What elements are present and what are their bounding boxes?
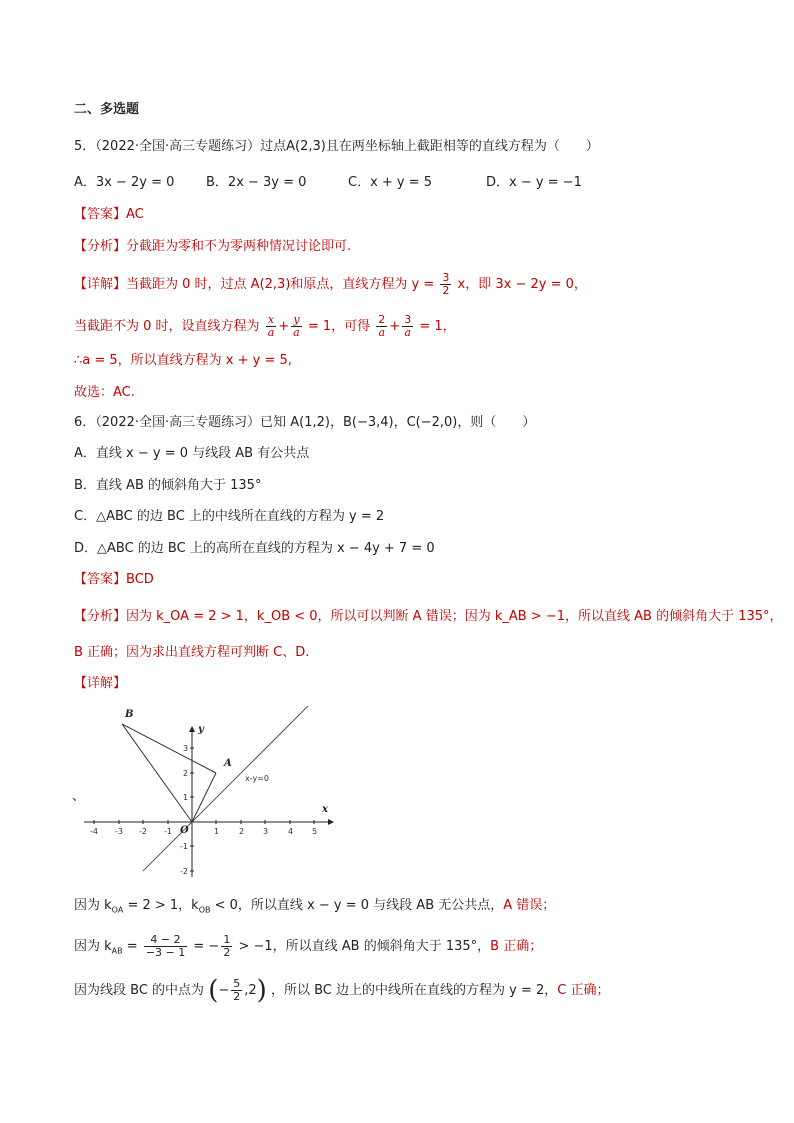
q6-analysis-1 <box>74 608 783 626</box>
q6-option-d: D．△ABC 的边 BC 上的高所在直线的方程为 x − 4y + 7 = 0 <box>74 541 435 556</box>
q5-option-b: B．2x − 3y = 0 <box>206 175 307 190</box>
analysis-tag: 【分析】 <box>74 239 127 254</box>
q5-option-c: C．x + y = 5 <box>348 175 433 190</box>
x-tick-label: -3 <box>115 827 123 836</box>
q6-detail-2: 因为 $k_{AB}$ = $\frac{4 - 2}{-3 - 1}$ = − $\frac{1}{2}$ > −1，所以直线 AB 的倾斜角大于 135°，B 正确； <box>74 933 543 959</box>
y-tick-label: -2 <box>180 867 188 876</box>
detail-text: 当截距不为 0 时，设直线方程为 <box>74 319 260 334</box>
q6-detail-1: 因为 $k_{OA} = 2 > 1$，$k_{OB} < 0$，所以直线 x − y = 0 与线段 AB 无公共点，A 错误； <box>74 898 556 915</box>
segment-oa <box>192 773 216 822</box>
fraction-3-over-a: $\frac{3}{a}$ <box>404 313 412 339</box>
point-label-a: A <box>224 758 232 769</box>
q5-analysis <box>74 238 351 256</box>
detail-tag: 【详解】 <box>74 277 127 292</box>
answer-tag: 【答案】 <box>74 572 127 587</box>
q5-option-d: D．x − y = −1 <box>486 175 582 190</box>
answer-value: AC <box>126 207 144 222</box>
q6-option-c: C．△ABC 的边 BC 上的中线所在直线的方程为 y = 2 <box>74 509 385 524</box>
fraction: $\frac{1}{2}$ <box>223 933 231 959</box>
y-tick-label: -1 <box>180 842 188 851</box>
answer-value: BCD <box>126 572 154 587</box>
coordinate-graph <box>84 702 344 882</box>
line-label: x-y=0 <box>245 774 270 783</box>
y-axis-arrow <box>189 726 195 732</box>
q5-option-a: A．3x − 2y = 0 <box>74 175 175 190</box>
x-tick-label: -4 <box>90 827 98 836</box>
y-tick-label: 1 <box>183 793 189 802</box>
x-tick-label: -1 <box>164 827 172 836</box>
q6-answer <box>74 571 154 589</box>
x-tick-label: 1 <box>214 827 220 836</box>
fraction-y-over-a: $\frac{y}{a}$ <box>293 313 300 339</box>
q6-option-a: A．直线 x − y = 0 与线段 AB 有公共点 <box>74 446 310 461</box>
q6-option-b: B．直线 AB 的倾斜角大于 135° <box>74 478 262 493</box>
segment-ob <box>122 724 192 822</box>
point-label-b: B <box>125 709 134 720</box>
analysis-text: 分截距为零和不为零两种情况讨论即可. <box>126 239 352 254</box>
section-title: 二、多选题 <box>74 102 140 117</box>
origin-label: O <box>180 825 189 836</box>
x-axis-arrow <box>328 819 334 825</box>
q6-analysis-2: B 正确；因为求出直线方程可判断 C、D. <box>74 645 310 660</box>
x-tick-label: 4 <box>288 827 294 836</box>
q6-detail-3: 因为线段 BC 的中点为 (− $\frac{5}{2}$ ,2) ，所以 BC 边上的中线所在直线的方程为 y = 2，C 正确； <box>74 975 610 1006</box>
analysis-tag: 【分析】 <box>74 609 127 624</box>
answer-tag: 【答案】 <box>74 207 127 222</box>
detail-text: x，即 3x − 2y = 0， <box>457 277 587 292</box>
x-tick-label: 3 <box>263 827 269 836</box>
fraction: $\frac{3}{2}$ <box>442 271 450 297</box>
bullet-mark: 、 <box>72 789 86 804</box>
q5-detail-1 <box>74 272 587 297</box>
x-tick-label: 2 <box>239 827 245 836</box>
detail-text: 当截距为 0 时，过点 A(2,3)和原点，直线方程为 y = <box>126 277 435 292</box>
x-tick-label: -2 <box>139 827 147 836</box>
detail-text: = 1， <box>419 319 456 334</box>
fraction-2-over-a: $\frac{2}{a}$ <box>378 313 386 339</box>
analysis-text: 因为 k_OA = 2 > 1，k_OB < 0，所以可以判断 A 错误；因为 k_AB > −1，所以直线 AB 的倾斜角大于 135°， <box>126 609 783 624</box>
detail-text: = 1，可得 <box>307 319 371 334</box>
fraction: $\frac{5}{2}$ <box>233 977 241 1003</box>
y-tick-label: 2 <box>183 769 189 778</box>
q5-answer <box>74 206 144 224</box>
q6-stem: 6．（2022·全国·高三专题练习）已知 A(1,2)，B(−3,4)，C(−2,0)，则（ ） <box>74 415 536 430</box>
y-axis-label: y <box>198 724 204 735</box>
y-tick-label: 3 <box>183 744 189 753</box>
q5-detail-4: 故选：AC. <box>74 385 135 400</box>
fraction: $\frac{4 - 2}{-3 - 1}$ <box>145 933 186 959</box>
q6-detail-tag: 【详解】 <box>74 676 127 691</box>
q5-stem: 5．（2022·全国·高三专题练习）过点A(2,3)且在两坐标轴上截距相等的直线方程为（ ） <box>74 139 599 154</box>
x-axis-label: x <box>322 804 328 815</box>
fraction-x-over-a: $\frac{x}{a}$ <box>267 313 275 339</box>
q5-detail-3: ∴a = 5，所以直线方程为 x + y = 5, <box>74 353 292 368</box>
q5-detail-2: 当截距不为 0 时，设直线方程为 $\frac{x}{a}$ + $\frac{y}{a}$ = 1，可得 $\frac{2}{a}$ + $\frac{3}{a}$ = 1， <box>74 313 456 339</box>
x-tick-label: 5 <box>312 827 318 836</box>
